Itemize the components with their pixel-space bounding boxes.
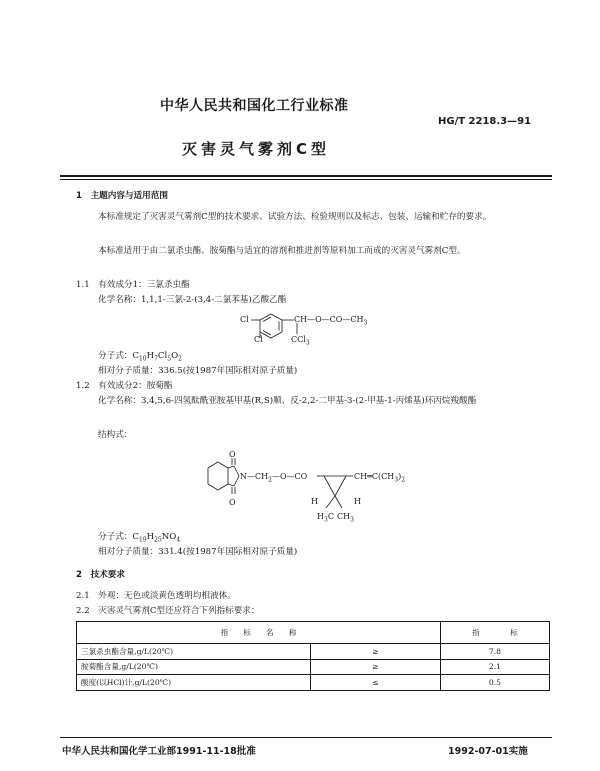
structure-2-o-top: O [229, 450, 236, 459]
spec-name: 酸度(以HCl)计,g/L(20℃) [77, 675, 311, 691]
spec-op: ≤ [311, 675, 441, 691]
header-rule-thin [60, 179, 552, 180]
s2-right-tail: ) [398, 472, 402, 481]
f2-label: 分子式：C [98, 532, 139, 542]
item-2-1: 2.1 外观：无色或淡黄色透明均相液体。 [76, 591, 236, 601]
structure-2-h-right: H [354, 497, 361, 506]
table-row [77, 659, 550, 675]
spec-table [76, 621, 550, 691]
s2-right-sub: 3 [394, 476, 399, 484]
f1-sub1: 10 [138, 355, 147, 363]
effective-date: 1992-07-01实施 [448, 746, 528, 757]
document-title: 灭害灵气雾剂C型 [182, 140, 331, 158]
spec-name: 三氯杀虫酯含量,g/L(20℃) [77, 644, 311, 660]
structure-1-cl-top: Cl [240, 315, 249, 324]
f1-mid1: H [146, 351, 155, 361]
structure-2-o-bottom: O [229, 498, 236, 507]
f2-sub3: 4 [176, 536, 181, 544]
item-1-1-molecular-mass: 相对分子质量：336.5(按1987年国际相对原子质量) [98, 366, 298, 376]
item-2-2: 2.2 灭害灵气雾剂C型还应符合下列指标要求： [76, 606, 260, 616]
item-1-2-molecular-mass: 相对分子质量：331.4(按1987年国际相对原子质量) [98, 547, 298, 557]
item-1-2-structural-label: 结构式： [98, 430, 133, 440]
section-1-paragraph-2: 本标准适用于由二氯杀虫酯、胺菊酯与适宜的溶剂和推进剂等原料加工而成的灭害灵气雾剂C型。 [98, 246, 466, 256]
structure-1-ccl-text: CCl [291, 335, 306, 344]
f2-sub2: 25 [154, 536, 162, 544]
structure-2-h3c [317, 512, 334, 524]
s2-h3c-sub: 3 [323, 516, 328, 524]
issuing-authority: 中华人民共和国化工行业标准 [160, 98, 349, 114]
f2-mid1: H [146, 532, 155, 542]
structure-1-chain-sub: 3 [363, 319, 368, 327]
f1-mid2: Cl [157, 351, 168, 361]
table-row [77, 675, 550, 691]
standard-code: HG/T 2218.3—91 [438, 116, 532, 127]
table-row [77, 644, 550, 660]
f1-sub3: 5 [167, 355, 172, 363]
s2-h3c-h: H [317, 512, 324, 521]
structure-2-right-group [354, 472, 405, 484]
s2-ch3-sub: 3 [350, 516, 354, 524]
spec-op: ≥ [311, 659, 441, 675]
approval-line: 中华人民共和国化学工业部1991-11-18批准 [62, 746, 256, 757]
structure-1-chain-text: CH—O—CO—CH [294, 315, 364, 324]
f1-mid3: O [171, 351, 179, 361]
item-1-2-heading: 1.2 有效成分2：胺菊酯 [76, 381, 173, 391]
s2-h3c-c: C [327, 512, 334, 521]
item-1-2-chemical-name: 化学名称：3,4,5,6-四氢酞酰亚胺基甲基(R,S)顺、反-2,2-二甲基-3-(2-甲基-1-丙烯基)环丙烷羧酸酯 [98, 396, 477, 406]
spec-col-name: 指 标 名 称 [77, 622, 441, 644]
spec-value: 7.8 [440, 644, 549, 660]
spec-col-value: 指 标 [440, 622, 549, 644]
section-2-heading: 2 技术要求 [76, 570, 125, 580]
s2-right-sub2: 2 [401, 476, 406, 484]
s2-chain-tail: —O—CO [271, 472, 308, 481]
structure-1-diagram [240, 308, 400, 348]
structure-1-cl-bottom: Cl [254, 335, 263, 344]
f2-mid2: NO [161, 532, 177, 542]
header-rule-thick [60, 175, 552, 177]
structure-2-h-left: H [311, 497, 318, 506]
footer-rule [60, 737, 552, 738]
spec-value: 0.5 [440, 675, 549, 691]
structure-2-ch3 [337, 512, 354, 524]
structure-1-ccl-sub: 3 [305, 339, 310, 347]
f1-sub4: 2 [178, 355, 182, 363]
f1-sub2: 7 [154, 355, 158, 363]
item-1-1-chemical-name: 化学名称：1,1,1-三氯-2-(3,4-二氯苯基)乙酸乙酯 [98, 295, 287, 305]
structure-2-chain [240, 472, 307, 484]
f1-label: 分子式：C [98, 351, 139, 361]
spec-op: ≥ [311, 644, 441, 660]
section-1-heading: 1 主题内容与适用范围 [76, 191, 168, 201]
f2-sub1: 19 [138, 536, 147, 544]
section-1-paragraph-1: 本标准规定了灭害灵气雾剂C型的技术要求、试验方法、检验规则以及标志、包装、运输和贮存的要求。 [98, 212, 492, 222]
s2-chain-sub: 2 [268, 476, 272, 484]
structure-1-ccl3 [291, 335, 310, 347]
s2-ch3-text: CH [337, 512, 351, 521]
spec-name: 胺菊酯含量,g/L(20℃) [77, 659, 311, 675]
spec-table-header [77, 622, 550, 644]
structure-2-diagram [196, 448, 436, 528]
spec-value: 2.1 [440, 659, 549, 675]
s2-chain-text: N—CH [240, 472, 269, 481]
structure-1-chain [294, 315, 367, 327]
item-1-1-heading: 1.1 有效成分1：三氯杀虫酯 [76, 280, 190, 290]
s2-right-text: CH═C(CH [354, 472, 395, 481]
